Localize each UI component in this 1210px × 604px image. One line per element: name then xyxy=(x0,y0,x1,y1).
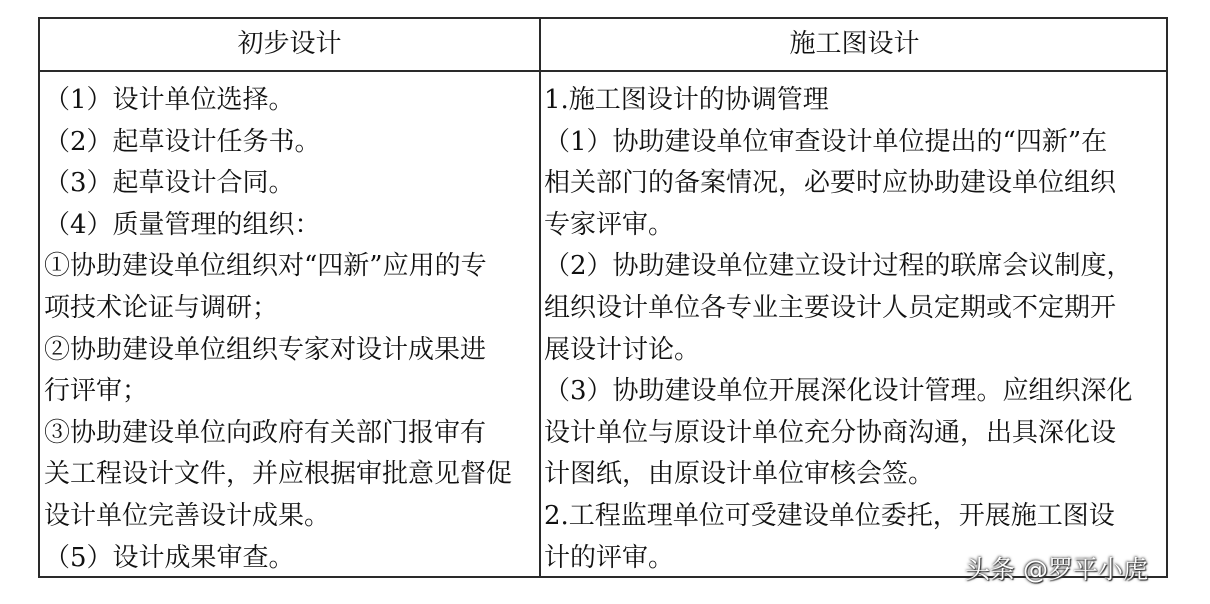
construction-drawing-design-cell xyxy=(541,72,1168,576)
text-line: 计的评审。 xyxy=(544,542,675,573)
text-line: （3）起草设计合同。 xyxy=(44,168,295,199)
text-line: （2）起草设计任务书。 xyxy=(44,126,321,157)
text-line: 展设计讨论。 xyxy=(544,334,701,365)
text-line: 1.施工图设计的协调管理 xyxy=(544,85,829,115)
table-header-row xyxy=(40,19,1166,72)
text-line: ②协助建设单位组织专家对设计成果进 xyxy=(44,334,487,365)
text-line: 行评审； xyxy=(44,376,149,407)
text-line: （4）质量管理的组织： xyxy=(44,209,321,240)
text-line: 设计单位完善设计成果。 xyxy=(44,500,331,531)
header-construction-drawing-design: 施工图设计 xyxy=(789,29,920,59)
text-line: （1）协助建设单位审查设计单位提出的“四新”在 xyxy=(544,126,1108,157)
text-line: 专家评审。 xyxy=(544,209,675,240)
text-line: ③协助建设单位向政府有关部门报审有 xyxy=(44,417,487,448)
watermark: 头条 @罗平小虎 xyxy=(965,555,1148,584)
text-line: （3）协助建设单位开展深化设计管理。应组织深化 xyxy=(544,376,1133,407)
preliminary-design-cell xyxy=(40,72,539,576)
text-line: 设计单位与原设计单位充分协商沟通，出具深化设 xyxy=(544,417,1117,448)
header-preliminary-design: 初步设计 xyxy=(237,29,342,59)
text-line: （2）协助建设单位建立设计过程的联席会议制度， xyxy=(544,251,1133,282)
text-line: ①协助建设单位组织对“四新”应用的专 xyxy=(44,251,487,282)
text-line: 组织设计单位各专业主要设计人员定期或不定期开 xyxy=(544,292,1117,323)
text-line: 计图纸，由原设计单位审核会签。 xyxy=(544,459,935,490)
text-line: 项技术论证与调研； xyxy=(44,292,279,323)
text-line: 相关部门的备案情况，必要时应协助建设单位组织 xyxy=(544,168,1117,199)
design-comparison-table xyxy=(38,17,1168,578)
text-line: （1）设计单位选择。 xyxy=(44,85,295,115)
text-line: （5）设计成果审查。 xyxy=(44,542,295,573)
text-line: 关工程设计文件，并应根据审批意见督促 xyxy=(44,459,513,490)
text-line: 2.工程监理单位可受建设单位委托，开展施工图设 xyxy=(544,500,1115,531)
